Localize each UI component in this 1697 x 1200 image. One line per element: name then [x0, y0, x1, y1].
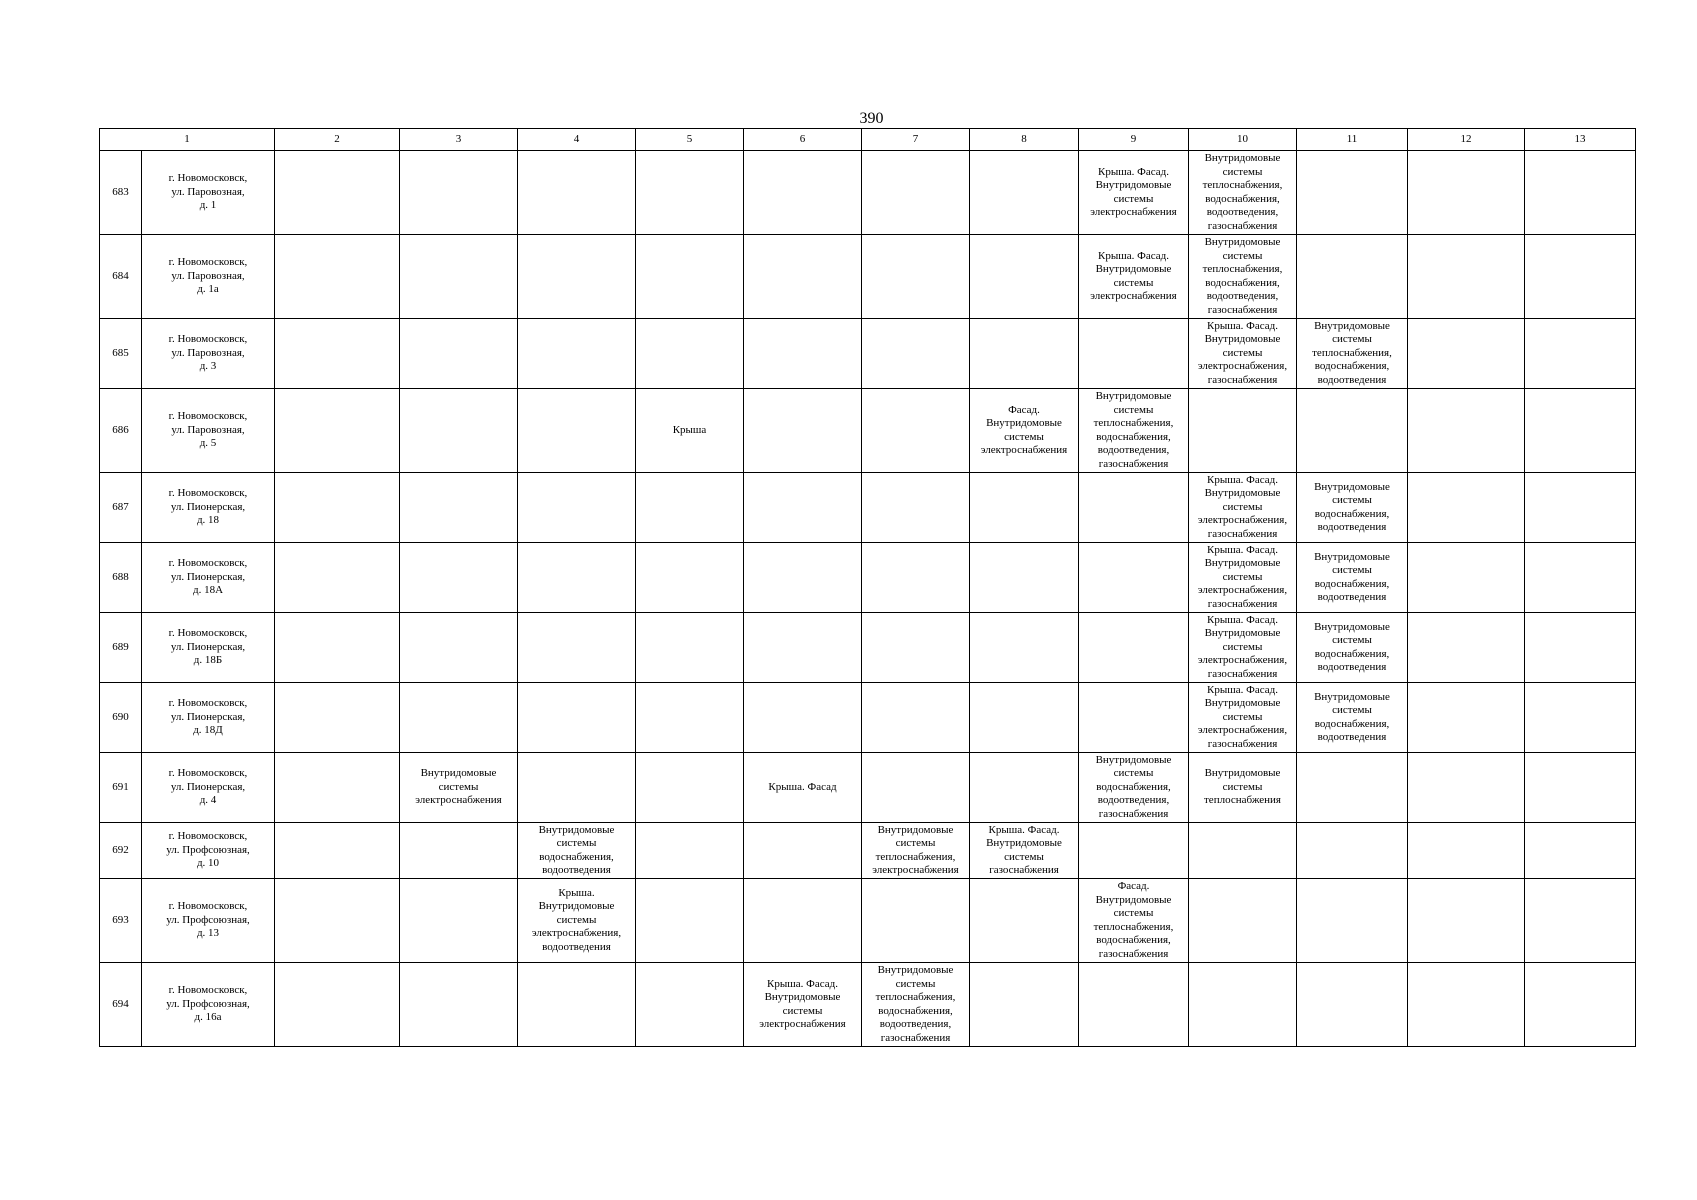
work-text: Фасад. Внутридомовые системы теплоснабжения, водоснабжения, газоснабжения — [1093, 880, 1174, 960]
work-cell-col-4 — [518, 389, 636, 473]
work-text: Внутридомовые системы водоснабжения, водоотведения — [1314, 550, 1390, 603]
column-header-6: 6 — [744, 129, 862, 151]
row-number: 686 — [100, 389, 142, 473]
column-header-7: 7 — [862, 129, 970, 151]
work-text: Внутридомовые системы водоснабжения, водоотведения — [538, 823, 615, 876]
work-cell-col-3 — [400, 879, 518, 963]
work-cell-col-8 — [970, 473, 1079, 543]
address-text: г. Новомосковск, ул. Пионерская, д. 18А — [168, 557, 248, 597]
work-cell-col-10 — [1189, 389, 1297, 473]
column-header-10: 10 — [1189, 129, 1297, 151]
work-cell-col-7 — [862, 753, 970, 823]
work-cell-col-2 — [275, 683, 400, 753]
work-cell-col-3 — [400, 753, 518, 823]
work-cell-col-10 — [1189, 473, 1297, 543]
work-cell-col-12 — [1408, 543, 1525, 613]
work-cell-col-8 — [970, 613, 1079, 683]
work-cell-col-11 — [1297, 151, 1408, 235]
work-cell-col-2 — [275, 963, 400, 1047]
row-number: 689 — [100, 613, 142, 683]
table-row — [100, 473, 1636, 543]
work-cell-col-13 — [1525, 753, 1636, 823]
work-text: Крыша. Фасад. Внутридомовые системы электроснабжения, газоснабжения — [1197, 473, 1288, 540]
work-cell-col-11 — [1297, 319, 1408, 389]
work-cell-col-10 — [1189, 543, 1297, 613]
work-cell-col-8 — [970, 543, 1079, 613]
work-cell-col-13 — [1525, 473, 1636, 543]
work-text: Крыша. Фасад. Внутридомовые системы электроснабжения — [759, 977, 846, 1030]
table-row — [100, 151, 1636, 235]
column-header-1: 1 — [100, 129, 275, 151]
work-text: Внутридомовые системы водоснабжения, водоотведения, газоснабжения — [1095, 753, 1172, 820]
work-cell-col-7 — [862, 319, 970, 389]
work-cell-col-2 — [275, 543, 400, 613]
work-cell-col-11 — [1297, 389, 1408, 473]
table-row — [100, 823, 1636, 879]
work-cell-col-9 — [1079, 879, 1189, 963]
work-cell-col-9 — [1079, 753, 1189, 823]
work-cell-col-4 — [518, 543, 636, 613]
work-cell-col-6 — [744, 879, 862, 963]
work-cell-col-5 — [636, 235, 744, 319]
work-cell-col-12 — [1408, 823, 1525, 879]
work-cell-col-11 — [1297, 613, 1408, 683]
address-text: г. Новомосковск, ул. Профсоюзная, д. 10 — [166, 830, 250, 870]
work-cell-col-8 — [970, 753, 1079, 823]
work-cell-col-13 — [1525, 151, 1636, 235]
work-text: Внутридомовые системы водоснабжения, водоотведения — [1314, 620, 1390, 673]
work-cell-col-2 — [275, 613, 400, 683]
work-cell-col-3 — [400, 151, 518, 235]
work-cell-col-5 — [636, 963, 744, 1047]
work-cell-col-7 — [862, 963, 970, 1047]
work-cell-col-12 — [1408, 389, 1525, 473]
work-cell-col-6 — [744, 683, 862, 753]
work-text: Крыша. Фасад — [768, 780, 837, 793]
work-cell-col-4 — [518, 613, 636, 683]
work-cell-col-3 — [400, 613, 518, 683]
work-text: Крыша — [672, 423, 707, 436]
work-cell-col-9 — [1079, 389, 1189, 473]
work-cell-col-7 — [862, 473, 970, 543]
work-cell-col-11 — [1297, 473, 1408, 543]
work-cell-col-4 — [518, 683, 636, 753]
work-cell-col-5 — [636, 319, 744, 389]
address-text: г. Новомосковск, ул. Профсоюзная, д. 16а — [166, 984, 250, 1024]
work-cell-col-13 — [1525, 683, 1636, 753]
work-cell-col-13 — [1525, 963, 1636, 1047]
work-cell-col-8 — [970, 879, 1079, 963]
work-cell-col-10 — [1189, 963, 1297, 1047]
work-cell-col-4 — [518, 963, 636, 1047]
work-cell-col-5 — [636, 683, 744, 753]
address-cell — [142, 963, 275, 1047]
address-cell — [142, 683, 275, 753]
work-cell-col-7 — [862, 683, 970, 753]
address-cell — [142, 879, 275, 963]
work-cell-col-5 — [636, 613, 744, 683]
work-cell-col-11 — [1297, 823, 1408, 879]
work-cell-col-10 — [1189, 613, 1297, 683]
work-text: Внутридомовые системы теплоснабжения, водоснабжения, водоотведения, газоснабжения — [1202, 236, 1283, 316]
work-cell-col-12 — [1408, 319, 1525, 389]
table-row — [100, 683, 1636, 753]
work-cell-col-10 — [1189, 319, 1297, 389]
work-cell-col-7 — [862, 235, 970, 319]
work-cell-col-9 — [1079, 823, 1189, 879]
work-cell-col-7 — [862, 389, 970, 473]
work-cell-col-2 — [275, 823, 400, 879]
work-cell-col-9 — [1079, 543, 1189, 613]
table-row — [100, 319, 1636, 389]
address-cell — [142, 235, 275, 319]
work-cell-col-10 — [1189, 683, 1297, 753]
work-cell-col-6 — [744, 963, 862, 1047]
work-cell-col-6 — [744, 389, 862, 473]
work-text: Внутридомовые системы теплоснабжения, водоснабжения, водоотведения, газоснабжения — [1093, 390, 1174, 470]
row-number: 688 — [100, 543, 142, 613]
work-cell-col-10 — [1189, 151, 1297, 235]
work-cell-col-7 — [862, 879, 970, 963]
work-cell-col-12 — [1408, 151, 1525, 235]
address-cell — [142, 823, 275, 879]
work-text: Внутридомовые системы теплоснабжения — [1204, 767, 1281, 807]
work-cell-col-12 — [1408, 963, 1525, 1047]
work-cell-col-2 — [275, 753, 400, 823]
work-text: Внутридомовые системы теплоснабжения, водоснабжения, водоотведения, газоснабжения — [1202, 152, 1283, 232]
work-text: Внутридомовые системы теплоснабжения, водоснабжения, водоотведения — [1312, 319, 1392, 386]
work-cell-col-13 — [1525, 543, 1636, 613]
address-text: г. Новомосковск, ул. Паровозная, д. 3 — [168, 333, 248, 373]
work-cell-col-11 — [1297, 753, 1408, 823]
work-cell-col-9 — [1079, 963, 1189, 1047]
address-cell — [142, 473, 275, 543]
table-row — [100, 753, 1636, 823]
work-cell-col-5 — [636, 823, 744, 879]
work-cell-col-11 — [1297, 235, 1408, 319]
row-number: 687 — [100, 473, 142, 543]
work-cell-col-4 — [518, 151, 636, 235]
work-cell-col-7 — [862, 823, 970, 879]
address-text: г. Новомосковск, ул. Пионерская, д. 4 — [168, 767, 248, 807]
table-body — [100, 151, 1636, 1047]
work-text: Внутридомовые системы водоснабжения, водоотведения — [1314, 480, 1390, 533]
work-cell-col-5 — [636, 151, 744, 235]
column-header-11: 11 — [1297, 129, 1408, 151]
address-cell — [142, 319, 275, 389]
work-cell-col-3 — [400, 963, 518, 1047]
work-cell-col-6 — [744, 753, 862, 823]
row-number: 692 — [100, 823, 142, 879]
work-cell-col-11 — [1297, 683, 1408, 753]
work-cell-col-7 — [862, 543, 970, 613]
row-number: 694 — [100, 963, 142, 1047]
work-cell-col-12 — [1408, 753, 1525, 823]
work-cell-col-11 — [1297, 963, 1408, 1047]
table-row — [100, 389, 1636, 473]
work-cell-col-7 — [862, 151, 970, 235]
work-cell-col-3 — [400, 319, 518, 389]
address-cell — [142, 613, 275, 683]
work-text: Крыша. Внутридомовые системы электроснабжения, водоотведения — [531, 886, 622, 953]
work-cell-col-6 — [744, 319, 862, 389]
work-cell-col-4 — [518, 753, 636, 823]
work-cell-col-2 — [275, 879, 400, 963]
work-cell-col-10 — [1189, 235, 1297, 319]
address-text: г. Новомосковск, ул. Профсоюзная, д. 13 — [166, 900, 250, 940]
work-cell-col-10 — [1189, 823, 1297, 879]
address-cell — [142, 543, 275, 613]
address-text: г. Новомосковск, ул. Паровозная, д. 5 — [168, 410, 248, 450]
work-cell-col-9 — [1079, 319, 1189, 389]
work-cell-col-8 — [970, 683, 1079, 753]
work-text: Крыша. Фасад. Внутридомовые системы газоснабжения — [986, 823, 1062, 876]
row-number: 685 — [100, 319, 142, 389]
work-cell-col-13 — [1525, 389, 1636, 473]
column-header-3: 3 — [400, 129, 518, 151]
work-cell-col-6 — [744, 823, 862, 879]
work-cell-col-12 — [1408, 613, 1525, 683]
column-header-8: 8 — [970, 129, 1079, 151]
work-cell-col-3 — [400, 543, 518, 613]
work-cell-col-9 — [1079, 613, 1189, 683]
table-header-row — [100, 129, 1636, 151]
work-cell-col-9 — [1079, 151, 1189, 235]
column-header-9: 9 — [1079, 129, 1189, 151]
work-cell-col-10 — [1189, 879, 1297, 963]
works-schedule-table — [99, 128, 1636, 1047]
work-cell-col-3 — [400, 823, 518, 879]
column-header-12: 12 — [1408, 129, 1525, 151]
column-header-5: 5 — [636, 129, 744, 151]
work-cell-col-6 — [744, 151, 862, 235]
work-cell-col-5 — [636, 753, 744, 823]
address-cell — [142, 753, 275, 823]
work-cell-col-8 — [970, 823, 1079, 879]
work-cell-col-5 — [636, 473, 744, 543]
address-text: г. Новомосковск, ул. Пионерская, д. 18 — [168, 487, 248, 527]
work-cell-col-6 — [744, 613, 862, 683]
work-text: Внутридомовые системы водоснабжения, водоотведения — [1314, 690, 1390, 743]
work-cell-col-3 — [400, 235, 518, 319]
work-cell-col-11 — [1297, 543, 1408, 613]
page-number: 390 — [859, 110, 884, 127]
work-cell-col-2 — [275, 473, 400, 543]
table-row — [100, 613, 1636, 683]
work-cell-col-2 — [275, 389, 400, 473]
work-cell-col-8 — [970, 389, 1079, 473]
work-cell-col-4 — [518, 473, 636, 543]
table-row — [100, 235, 1636, 319]
work-text: Крыша. Фасад. Внутридомовые системы электроснабжения, газоснабжения — [1197, 543, 1288, 610]
address-text: г. Новомосковск, ул. Пионерская, д. 18Д — [168, 697, 248, 737]
work-cell-col-13 — [1525, 319, 1636, 389]
row-number: 693 — [100, 879, 142, 963]
work-cell-col-8 — [970, 963, 1079, 1047]
address-cell — [142, 389, 275, 473]
address-cell — [142, 151, 275, 235]
work-cell-col-12 — [1408, 235, 1525, 319]
work-text: Крыша. Фасад. Внутридомовые системы электроснабжения — [1090, 249, 1177, 302]
row-number: 684 — [100, 235, 142, 319]
work-text: Крыша. Фасад. Внутридомовые системы электроснабжения, газоснабжения — [1197, 613, 1288, 680]
column-header-4: 4 — [518, 129, 636, 151]
work-cell-col-6 — [744, 473, 862, 543]
table-row — [100, 879, 1636, 963]
work-text: Крыша. Фасад. Внутридомовые системы электроснабжения, газоснабжения — [1197, 683, 1288, 750]
work-text: Фасад. Внутридомовые системы электроснабжения — [980, 403, 1068, 456]
work-text: Внутридомовые системы электроснабжения — [415, 767, 502, 807]
address-text: г. Новомосковск, ул. Пионерская, д. 18Б — [168, 627, 248, 667]
work-cell-col-13 — [1525, 879, 1636, 963]
work-cell-col-8 — [970, 319, 1079, 389]
address-text: г. Новомосковск, ул. Паровозная, д. 1а — [168, 256, 248, 296]
table-row — [100, 963, 1636, 1047]
column-header-2: 2 — [275, 129, 400, 151]
work-cell-col-4 — [518, 235, 636, 319]
work-cell-col-2 — [275, 319, 400, 389]
work-cell-col-3 — [400, 389, 518, 473]
work-text: Внутридомовые системы теплоснабжения, водоснабжения, водоотведения, газоснабжения — [875, 964, 956, 1044]
work-cell-col-12 — [1408, 473, 1525, 543]
column-header-13: 13 — [1525, 129, 1636, 151]
work-text: Крыша. Фасад. Внутридомовые системы электроснабжения, газоснабжения — [1197, 319, 1288, 386]
work-text: Крыша. Фасад. Внутридомовые системы электроснабжения — [1090, 165, 1177, 218]
work-cell-col-5 — [636, 879, 744, 963]
row-number: 691 — [100, 753, 142, 823]
address-text: г. Новомосковск, ул. Паровозная, д. 1 — [168, 172, 248, 212]
work-cell-col-9 — [1079, 235, 1189, 319]
work-cell-col-7 — [862, 613, 970, 683]
row-number: 690 — [100, 683, 142, 753]
work-cell-col-4 — [518, 879, 636, 963]
work-cell-col-8 — [970, 235, 1079, 319]
work-cell-col-12 — [1408, 683, 1525, 753]
work-cell-col-8 — [970, 151, 1079, 235]
work-cell-col-13 — [1525, 613, 1636, 683]
work-cell-col-13 — [1525, 823, 1636, 879]
work-cell-col-4 — [518, 823, 636, 879]
work-cell-col-9 — [1079, 473, 1189, 543]
work-text: Внутридомовые системы теплоснабжения, электроснабжения — [872, 823, 959, 876]
work-cell-col-10 — [1189, 753, 1297, 823]
work-cell-col-13 — [1525, 235, 1636, 319]
work-cell-col-11 — [1297, 879, 1408, 963]
table-row — [100, 543, 1636, 613]
row-number: 683 — [100, 151, 142, 235]
work-cell-col-2 — [275, 151, 400, 235]
work-cell-col-9 — [1079, 683, 1189, 753]
work-cell-col-12 — [1408, 879, 1525, 963]
work-cell-col-2 — [275, 235, 400, 319]
work-cell-col-5 — [636, 389, 744, 473]
work-cell-col-5 — [636, 543, 744, 613]
work-cell-col-6 — [744, 543, 862, 613]
work-cell-col-4 — [518, 319, 636, 389]
work-cell-col-6 — [744, 235, 862, 319]
work-cell-col-3 — [400, 683, 518, 753]
work-cell-col-3 — [400, 473, 518, 543]
